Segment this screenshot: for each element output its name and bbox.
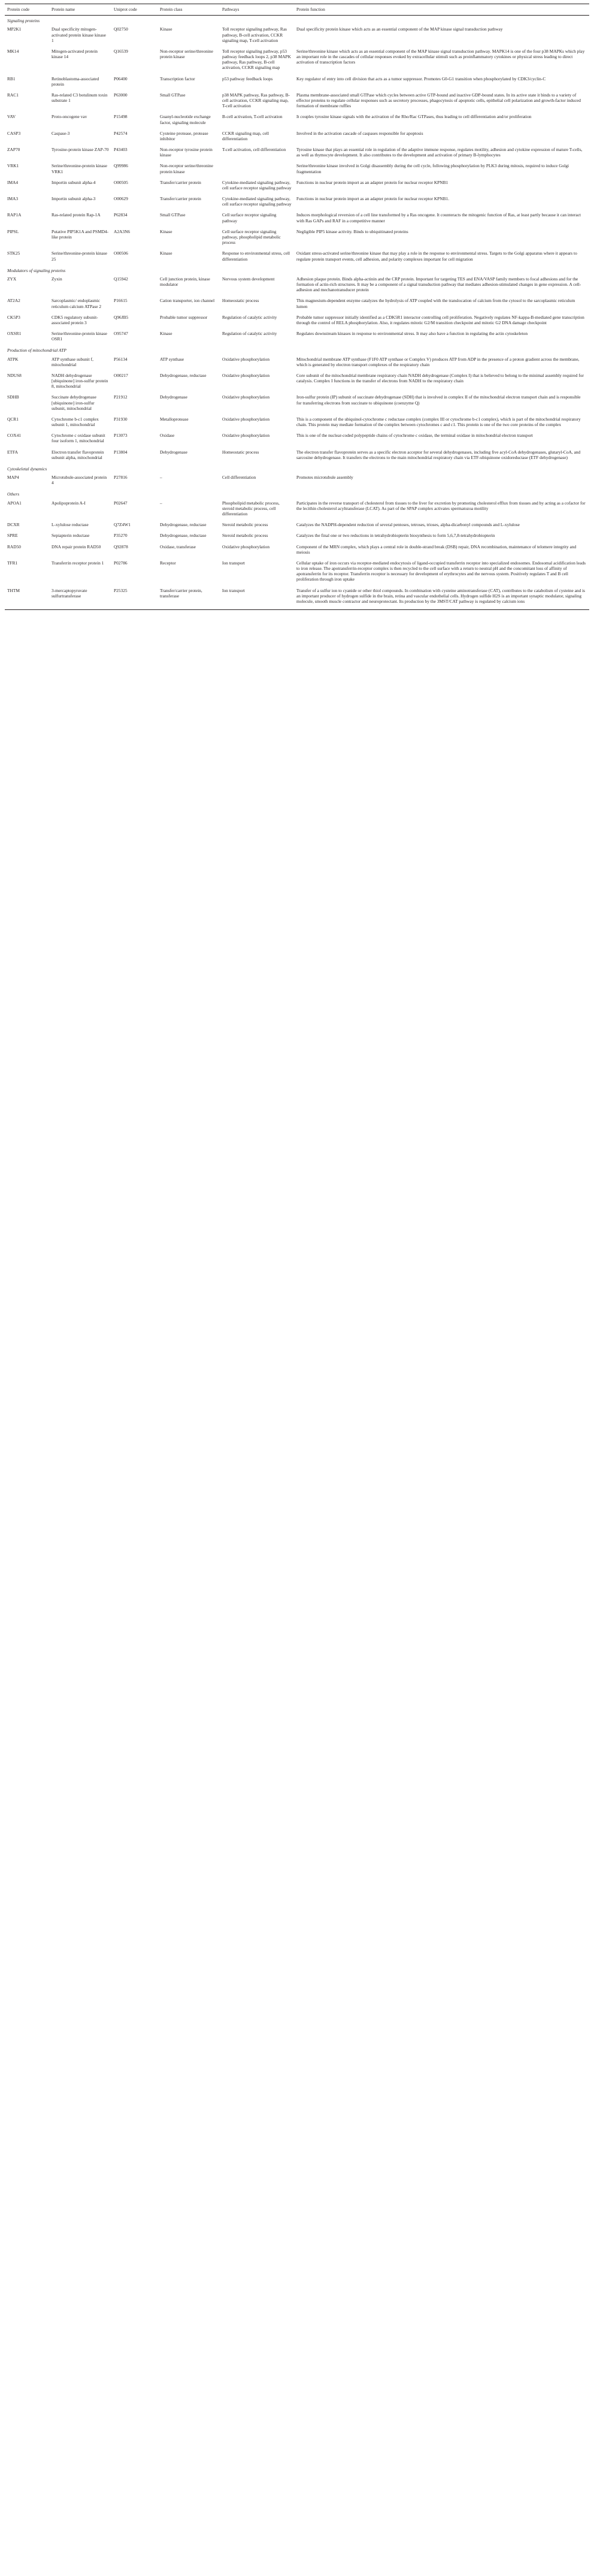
cell-protein-function: Participates in the reverse transport of cholesterol from tissues to the liver for excretion by promoting cholesterol efflux from tissues and by acting as a cofactor for the lecithin cholesterol acyltransferase (LCAT). As part of the SPAP complex activates spermatozoa motility bbox=[296, 500, 586, 511]
cell-pathways: Response to environmental stress, cell differentiation bbox=[222, 250, 290, 262]
cell-pathways: Cell surface receptor signaling pathway, phospholipid metabolic process bbox=[222, 228, 281, 246]
cell-pathways: Cytokine-mediated signaling pathway, cell surface receptor signaling pathway bbox=[222, 179, 292, 191]
cell-protein-name: Serine/threonine-protein kinase 25 bbox=[51, 250, 107, 262]
header-protein-code: Protein code bbox=[5, 4, 49, 16]
table-row bbox=[5, 162, 589, 178]
table-row bbox=[5, 47, 589, 75]
table-row bbox=[5, 313, 589, 330]
table-row bbox=[5, 146, 589, 162]
header-protein-function: Protein function bbox=[294, 4, 589, 16]
table-row bbox=[5, 372, 589, 394]
cell-protein-name: Importin subunit alpha-3 bbox=[51, 196, 96, 202]
cell-pathways: Oxidative phosphorylation bbox=[222, 356, 270, 362]
cell-protein-class: Dehydrogenase, reductase bbox=[160, 372, 207, 378]
cell-pathways: Homeostatic process bbox=[222, 449, 259, 455]
cell-protein-class: Non-receptor tyrosine protein kinase bbox=[160, 147, 213, 158]
cell-uniprot-code: P21912 bbox=[114, 394, 128, 400]
table-row bbox=[5, 25, 589, 47]
header-row bbox=[5, 4, 589, 16]
cell-protein-code: MP2K1 bbox=[7, 26, 22, 32]
cell-protein-function: Tyrosine kinase that plays an essential role in regulation of the adaptive immune response, regulates motility, adhesion and cytokine expression of mature T-cells, as well as thymocyte development. It also contributes to the development and activation of primary B-lymphocytes bbox=[296, 147, 583, 158]
cell-pathways: Oxidative phosphorylation bbox=[222, 433, 270, 439]
table-row bbox=[5, 297, 589, 313]
cell-uniprot-code: P63000 bbox=[114, 92, 128, 98]
cell-protein-code: SPRE bbox=[7, 533, 18, 539]
cell-pathways: Cell surface receptor signaling pathway bbox=[222, 212, 277, 224]
cell-protein-code: PIPSL bbox=[7, 228, 19, 234]
cell-protein-code: ATPK bbox=[7, 356, 19, 362]
cell-protein-name: NADH dehydrogenase [ubiquinone] iron-sulfur protein 8, mitochondrial bbox=[51, 372, 108, 389]
cell-protein-class: Dehydrogenase bbox=[160, 394, 187, 400]
cell-protein-name: Putative PIP5K1A and PSMD4-like protein bbox=[51, 228, 109, 240]
table-row bbox=[5, 521, 589, 531]
cell-protein-code: DCXR bbox=[7, 522, 20, 528]
cell-protein-code: COX41 bbox=[7, 433, 21, 439]
cell-pathways: Phospholipid metabolic process, steroid metabolic process, cell differentiation bbox=[222, 500, 280, 517]
cell-uniprot-code: P56134 bbox=[114, 356, 128, 362]
cell-protein-name: Mitogen-activated protein kinase 14 bbox=[51, 48, 98, 60]
cell-pathways: Oxidative phosphorylation bbox=[222, 394, 270, 400]
cell-pathways: Regulation of catalytic activity bbox=[222, 314, 277, 320]
cell-uniprot-code: Q16539 bbox=[114, 48, 128, 54]
table-row bbox=[5, 559, 589, 587]
cell-pathways: Oxidative phosphorylation bbox=[222, 416, 270, 422]
table-row bbox=[5, 195, 589, 211]
cell-protein-class: ATP synthase bbox=[160, 356, 184, 362]
section-row bbox=[5, 346, 589, 355]
cell-protein-function: Catalyzes the final one or two reductions in tetrahydrobiopterin biosynthesis to form 5,6,7,8-tetrahydrobiopterin bbox=[296, 533, 495, 539]
cell-pathways: CCKR signaling map, cell differentiation bbox=[222, 130, 269, 141]
section-title: Signaling proteins bbox=[7, 18, 40, 24]
cell-protein-function: Dual specificity protein kinase which acts as an essential component of the MAP kinase signal transduction pathway bbox=[296, 26, 503, 32]
cell-protein-code: RAD50 bbox=[7, 543, 21, 549]
cell-protein-name: Cytochrome c oxidase subunit four isoform 1, mitochondrial bbox=[51, 433, 105, 444]
section-row bbox=[5, 266, 589, 275]
section-row bbox=[5, 464, 589, 473]
cell-protein-code: CK5P3 bbox=[7, 314, 20, 320]
cell-pathways: B-cell activation, T-cell activation bbox=[222, 114, 283, 120]
cell-protein-name: Serine/threonine-protein kinase OSR1 bbox=[51, 331, 107, 342]
cell-protein-class: Dehydrogenase, reductase bbox=[160, 522, 207, 528]
cell-uniprot-code: Q02750 bbox=[114, 26, 128, 32]
cell-protein-code: OXSR1 bbox=[7, 331, 22, 337]
cell-protein-code: IMA4 bbox=[7, 179, 19, 185]
cell-protein-code: MK14 bbox=[7, 48, 19, 54]
cell-protein-function: Functions in nuclear protein import as an adapter protein for nuclear receptor KPNB1 bbox=[296, 179, 448, 185]
cell-uniprot-code: Q96JB5 bbox=[114, 314, 129, 320]
cell-uniprot-code: Q92878 bbox=[114, 543, 128, 549]
cell-pathways: Oxidative phosphorylation bbox=[222, 372, 270, 378]
table-row bbox=[5, 330, 589, 346]
table-row bbox=[5, 228, 589, 250]
cell-uniprot-code: Q99986 bbox=[114, 163, 128, 169]
cell-protein-code: VAV bbox=[7, 114, 16, 120]
cell-uniprot-code: O00217 bbox=[114, 372, 128, 378]
cell-protein-code: TFR1 bbox=[7, 560, 18, 566]
header-pathways: Pathways bbox=[220, 4, 294, 16]
table-row bbox=[5, 415, 589, 431]
cell-protein-function: Probable tumor suppressor initially identified as a CDK5R1 interactor controlling cell proliferation. Negatively regulates NF-kappa-B-mediated gene transcription through the control of RELA phosphorylation. Also, it regulates mitotic G2/M transition checkpoint and mitotic G2 DNA damage checkpoint bbox=[296, 314, 584, 325]
cell-protein-code: SDHB bbox=[7, 394, 19, 400]
cell-protein-class: Cation transporter, ion channel bbox=[160, 298, 215, 304]
cell-protein-function: Component of the MRN complex, which plays a central role in double-strand break (DSB) repair, DNA recombination, maintenance of telomere integrity and meiosis bbox=[296, 543, 577, 555]
cell-protein-code: RAP1A bbox=[7, 212, 22, 218]
cell-protein-name: DNA repair protein RAD50 bbox=[51, 543, 101, 549]
cell-pathways: Steroid metabolic process bbox=[222, 522, 268, 528]
section-title: Production of mitochondrial ATP bbox=[7, 348, 66, 354]
cell-protein-function: Adhesion plaque protein. Binds alpha-actinin and the CRP protein. Important for targeting TES and ENA/VASP family members to focal adhesions and for the formation of actin-rich structures. It may be a component of a signal transduction pathway that mediates adhesion-stimulated changes in gene expression. A cell-adhesion and mechanotransducer protein bbox=[296, 276, 581, 293]
cell-pathways: Nervous system development bbox=[222, 276, 275, 282]
cell-protein-name: Microtubule-associated protein 4 bbox=[51, 475, 107, 486]
table-header bbox=[5, 4, 589, 16]
cell-uniprot-code: O00629 bbox=[114, 196, 128, 202]
cell-protein-function: This is a component of the ubiquinol-cytochrome c reductase complex (complex III or cytochrome b-c1 complex), which is part of the mitochondrial respiratory chain. This protein may mediate formation of the complex between cytochromes c and c1. This protein is one of the two core proteins of the complex bbox=[296, 416, 581, 428]
section-title: Others bbox=[7, 491, 20, 497]
cell-protein-function: Iron-sulfur protein (IP) subunit of succinate dehydrogenase (SDH) that is involved in complex II of the mitochondrial electron transport chain and is responsible for transferring electrons from succinate to ubiquinone (coenzyme Q) bbox=[296, 394, 581, 406]
cell-uniprot-code: P16615 bbox=[114, 298, 128, 304]
section-row bbox=[5, 16, 589, 26]
cell-protein-class: – bbox=[160, 500, 162, 506]
section-title: Modulators of signaling proteins bbox=[7, 267, 66, 273]
cell-protein-name: Caspase-3 bbox=[51, 130, 70, 136]
cell-pathways bbox=[220, 162, 294, 178]
cell-pathways: Ion transport bbox=[222, 560, 245, 566]
cell-protein-class: Metalloprotease bbox=[160, 416, 189, 422]
cell-protein-code: CASP3 bbox=[7, 130, 21, 136]
cell-protein-name: Proto-oncogene vav bbox=[51, 114, 87, 120]
cell-pathways: T-cell activation, cell differentiation bbox=[222, 147, 286, 153]
cell-protein-name: 3-mercaptopyruvate sulfurtransferase bbox=[49, 587, 111, 610]
cell-uniprot-code: P62834 bbox=[114, 212, 128, 218]
cell-protein-name: Ras-related C3 botulinum toxin substrate 1 bbox=[51, 92, 108, 104]
table-row bbox=[5, 249, 589, 265]
cell-protein-code: AT2A2 bbox=[7, 298, 20, 304]
cell-pathways: p53 pathway feedback loops bbox=[222, 76, 273, 81]
table-row bbox=[5, 355, 589, 372]
document-page bbox=[0, 0, 594, 610]
table-row bbox=[5, 75, 589, 91]
table-row bbox=[5, 473, 589, 490]
cell-protein-function: The electron transfer flavoprotein serves as a specific electron acceptor for several dehydrogenases, including five acyl-CoA dehydrogenases, glutaryl-CoA, and sarcosine dehydrogenase. It transfers the electrons to the main mitochondrial respiratory chain via ETF-ubiquinone oxidoreductase (ETF dehydrogenase) bbox=[296, 449, 581, 460]
cell-uniprot-code: P31930 bbox=[114, 416, 128, 422]
cell-protein-class: Cysteine protease, protease inhibitor bbox=[160, 130, 208, 141]
cell-protein-function: Plasma membrane-associated small GTPase which cycles between active GTP-bound and inactive GDP-bound states. In its active state it binds to a variety of effector proteins to regulate cellular responses such as secretory processes, phagocytosis of apoptotic cells, epithelial cell polarization and growth-factor induced formation of membrane ruffles bbox=[296, 92, 581, 109]
cell-protein-name: Succinate dehydrogenase [ubiquinone] iron-sulfur subunit, mitochondrial bbox=[51, 394, 96, 411]
cell-uniprot-code: P35270 bbox=[114, 533, 128, 539]
table-row bbox=[5, 211, 589, 227]
cell-protein-code: ZYX bbox=[7, 276, 17, 282]
cell-protein-class: Transfer/carrier protein bbox=[160, 179, 201, 185]
cell-protein-name: Tyrosine-protein kinase ZAP-70 bbox=[51, 147, 109, 153]
cell-protein-class: Transcription factor bbox=[160, 76, 195, 81]
cell-protein-function: Oxidant stress-activated serine/threonine kinase that may play a role in the response to environmental stress. Targets to the Golgi apparatus where it appears to regulate protein transport events, cell adhesion, and polarity complexes important for cell migration bbox=[296, 250, 577, 262]
table-row bbox=[5, 129, 589, 146]
cell-protein-class: Oxidase bbox=[160, 433, 175, 439]
cell-protein-function: Serine/threonine kinase involved in Golgi disassembly during the cell cycle, following phosphorylation by PLK3 during mitosis, required to induce Golgi fragmentation bbox=[296, 163, 569, 174]
table-row bbox=[5, 543, 589, 559]
cell-protein-function: Catalyzes the NADPH-dependent reduction of several pentoses, tetroses, trioses, alpha-dicarbonyl compounds and L-xylulose bbox=[296, 522, 520, 528]
table-row bbox=[5, 113, 589, 129]
cell-protein-class: Small GTPase bbox=[160, 212, 186, 218]
table-row bbox=[5, 275, 589, 297]
cell-protein-name: Transferrin receptor protein 1 bbox=[51, 560, 104, 566]
cell-protein-class: – bbox=[160, 475, 162, 481]
cell-protein-code: ETFA bbox=[7, 449, 18, 455]
cell-protein-class: Oxidase, transferase bbox=[160, 543, 196, 549]
cell-pathways: p38 MAPK pathway, Ras pathway, B-cell activation, CCKR signaling map, T-cell activation bbox=[222, 92, 290, 109]
header-uniprot-code: Uniprot code bbox=[111, 4, 157, 16]
cell-uniprot-code: O95747 bbox=[114, 331, 128, 337]
cell-uniprot-code: O00506 bbox=[114, 250, 128, 256]
cell-protein-class: Small GTPase bbox=[160, 92, 186, 98]
cell-protein-function: Regulates downstream kinases in response to environmental stress. It may also have a function in regulating the actin cytoskeleton bbox=[296, 331, 528, 337]
cell-protein-name: Serine/threonine-protein kinase VRK1 bbox=[51, 163, 107, 174]
cell-uniprot-code: Q15942 bbox=[114, 276, 128, 282]
cell-protein-class: Receptor bbox=[160, 560, 176, 566]
cell-protein-name: Ras-related protein Rap-1A bbox=[51, 212, 101, 218]
table-row bbox=[5, 499, 589, 521]
cell-protein-function: Induces morphological reversion of a cell line transformed by a Ras oncogene. It counteracts the mitogenic function of Ras, at least partly because it can interact with Ras GAPs and RAF in a competitive manner bbox=[296, 212, 581, 224]
cell-protein-name: L-xylulose reductase bbox=[51, 522, 89, 528]
table-body bbox=[5, 16, 589, 610]
cell-protein-code: MAP4 bbox=[7, 475, 19, 481]
cell-protein-function: Serine/threonine kinase which acts as an essential component of the MAP kinase signal transduction pathway. MAPK14 is one of the four p38 MAPKs which play an important role in the cascades of cellular responses evoked by extracellular stimuli such as proinflammatory cytokines or physical stress leading to direct activation of transcription factors bbox=[296, 48, 585, 65]
cell-protein-class: Transfer/carrier protein bbox=[160, 196, 201, 202]
cell-protein-class: Dehydrogenase, reductase bbox=[160, 533, 207, 539]
cell-protein-function: This magnesium-dependent enzyme catalyzes the hydrolysis of ATP coupled with the translocation of calcium from the cytosol to the sarcoplasmic reticulum lumen bbox=[296, 298, 575, 309]
table-row bbox=[5, 91, 589, 113]
cell-protein-name: CDK5 regulatory subunit-associated protein 3 bbox=[51, 314, 98, 325]
cell-protein-function: Negligible PIP5 kinase activity. Binds to ubiquitinated proteins bbox=[296, 228, 408, 234]
cell-protein-name: Cytochrome b-c1 complex subunit 1, mitochondrial bbox=[51, 416, 99, 428]
cell-protein-class: Cell junction protein, kinase modulator bbox=[160, 276, 210, 288]
cell-pathways: Steroid metabolic process bbox=[222, 533, 268, 539]
cell-uniprot-code: P06400 bbox=[114, 76, 128, 81]
table-row bbox=[5, 393, 589, 415]
cell-protein-name: ATP synthase subunit f, mitochondrial bbox=[51, 356, 93, 367]
cell-protein-class: Kinase bbox=[160, 331, 172, 337]
cell-protein-function: It couples tyrosine kinase signals with the activation of the Rho/Rac GTPases, thus leading to cell differentiation and/or proliferation bbox=[296, 114, 532, 120]
cell-protein-name: Electron transfer flavoprotein subunit alpha, mitochondrial bbox=[51, 449, 104, 460]
cell-uniprot-code: P02786 bbox=[114, 560, 128, 566]
table-row bbox=[5, 448, 589, 464]
cell-protein-class: Non-receptor serine/threonine protein kinase bbox=[160, 48, 213, 60]
cell-uniprot-code: P13804 bbox=[114, 449, 128, 455]
cell-pathways: Ion transport bbox=[220, 587, 294, 610]
cell-protein-class: Dehydrogenase bbox=[160, 449, 187, 455]
cell-protein-code: VRK1 bbox=[7, 163, 19, 169]
cell-protein-class: Guanyl-nucleotide exchange factor, signaling molecule bbox=[160, 114, 211, 125]
cell-uniprot-code: P42574 bbox=[114, 130, 128, 136]
cell-pathways: Cytokine-mediated signaling pathway, cell surface receptor signaling pathway bbox=[222, 196, 292, 207]
cell-protein-class: Kinase bbox=[160, 228, 172, 234]
cell-protein-class: Kinase bbox=[160, 250, 172, 256]
cell-protein-function: Mitochondrial membrane ATP synthase (F1F0 ATP synthase or Complex V) produces ATP from ADP in the presence of a proton gradient across the membrane, which is generated by electron transport complexes of the respiratory chain bbox=[296, 356, 580, 367]
header-protein-class: Protein class bbox=[157, 4, 220, 16]
cell-protein-code: NDUS8 bbox=[7, 372, 22, 378]
cell-uniprot-code: P27816 bbox=[114, 475, 128, 481]
cell-protein-name: Dual specificity mitogen-activated protein kinase kinase 1 bbox=[51, 26, 106, 43]
cell-uniprot-code: P13073 bbox=[114, 433, 128, 439]
cell-protein-function: Transfer of a sulfur ion to cyanide or other thiol compounds. In combination with cysteine aminotransferase (CAT), contributes to the catabolism of cysteine and is an important producer of hydrogen sulfide in the brain, retina and vascular endothelial cells. Hydrogen sulfide H2S is an important synaptic modulator, signaling molecule, smooth muscle contractor and neuroprotectant. Its production by the 3MST/CAT pathway is regulated by calcium ions bbox=[294, 587, 589, 610]
cell-protein-name: Retinoblastoma-associated protein bbox=[51, 76, 99, 87]
cell-protein-code: THTM bbox=[5, 587, 49, 610]
cell-protein-class: Probable tumor suppressor bbox=[160, 314, 208, 320]
cell-protein-function: Promotes microtubule assembly bbox=[296, 475, 353, 481]
header-protein-name: Protein name bbox=[49, 4, 111, 16]
cell-protein-class: Transfer/carrier protein, transferase bbox=[157, 587, 220, 610]
cell-uniprot-code: A2A3N6 bbox=[114, 228, 131, 234]
cell-pathways: Regulation of catalytic activity bbox=[222, 331, 277, 337]
cell-protein-code: RB1 bbox=[7, 76, 16, 81]
section-row bbox=[5, 490, 589, 499]
cell-protein-name: Sepiapterin reductase bbox=[51, 533, 90, 539]
cell-protein-class: Kinase bbox=[160, 26, 172, 32]
cell-protein-code: IMA3 bbox=[7, 196, 19, 202]
cell-protein-name: Zyxin bbox=[51, 276, 62, 282]
cell-protein-function: Functions in nuclear protein import as an adapter protein for nuclear receptor KPNB1. bbox=[296, 196, 450, 202]
cell-pathways: Cell differentiation bbox=[222, 475, 256, 481]
cell-protein-class: Non-receptor serine/threonine protein kinase bbox=[160, 163, 213, 174]
protein-table bbox=[5, 4, 589, 610]
cell-uniprot-code: P02647 bbox=[114, 500, 128, 506]
section-title: Cytoskeletal dynamics bbox=[7, 466, 47, 472]
cell-uniprot-code: Q7Z4W1 bbox=[114, 522, 131, 528]
cell-pathways: Homeostatic process bbox=[222, 298, 259, 304]
cell-protein-code: QCR1 bbox=[7, 416, 19, 422]
cell-protein-code: STK25 bbox=[7, 250, 20, 256]
cell-pathways: Toll receptor signaling pathway, p53 pathway feedback loops 2, p38 MAPK pathway, Ras pathway, B-cell activation, CCKR signaling map bbox=[222, 48, 291, 71]
cell-protein-code: RAC1 bbox=[7, 92, 19, 98]
cell-uniprot-code: P25325 bbox=[111, 587, 157, 610]
cell-protein-function: Cellular uptake of iron occurs via receptor-mediated endocytosis of ligand-occupied transferrin receptor into specialized endosomes. Endosomal acidification leads to iron release. The apotransferrin-receptor complex is then recycled to the cell surface with a return to neutral pH and the concomitant loss of affinity of apotransferrin for its receptor. Transferrin receptor is necessary for development of erythrocytes and the nervous system. Positively regulates T and B cell proliferation through iron uptake bbox=[296, 560, 586, 582]
table-row bbox=[5, 179, 589, 195]
cell-protein-function: Key regulator of entry into cell division that acts as a tumor suppressor. Promotes G0-G1 transition when phosphorylated by CDK3/cyclin-C bbox=[296, 76, 546, 81]
cell-protein-function: Core subunit of the mitochondrial membrane respiratory chain NADH dehydrogenase (Complex I) that is believed to belong to the minimal assembly required for catalysis. Complex I functions in the transfer of electrons from NADH to the respiratory chain bbox=[296, 372, 584, 384]
table-row bbox=[5, 587, 589, 610]
cell-protein-code: APOA1 bbox=[7, 500, 22, 506]
table-row bbox=[5, 531, 589, 542]
cell-protein-code: ZAP70 bbox=[7, 147, 20, 153]
cell-protein-name: Importin subunit alpha-4 bbox=[51, 179, 96, 185]
cell-protein-function: Involved in the activation cascade of caspases responsible for apoptosis bbox=[296, 130, 423, 136]
table-row bbox=[5, 431, 589, 448]
cell-uniprot-code: P15498 bbox=[114, 114, 128, 120]
cell-protein-name: Apolipoprotein A-I bbox=[51, 500, 86, 506]
cell-uniprot-code: P43403 bbox=[114, 147, 128, 153]
cell-protein-name: Sarcoplasmic/ endoplasmic reticulum calcium ATPase 2 bbox=[51, 298, 102, 309]
cell-uniprot-code: O00505 bbox=[114, 179, 128, 185]
cell-pathways: Oxidative phosphorylation bbox=[222, 543, 270, 549]
cell-pathways: Toll receptor signaling pathway, Ras pathway, B-cell activation, CCKR signaling map, T-cell activation bbox=[222, 26, 287, 43]
cell-protein-function: This is one of the nuclear-coded polypeptide chains of cytochrome c oxidase, the terminal oxidase in mitochondrial electron transport bbox=[296, 433, 533, 439]
